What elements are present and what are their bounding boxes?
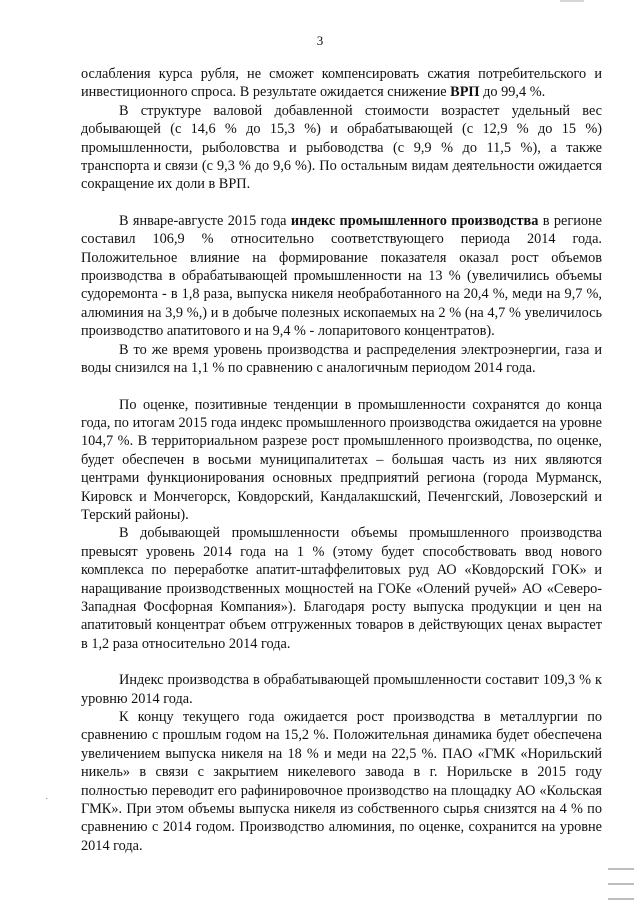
scan-corner-mark — [560, 0, 584, 2]
paragraph-text: Индекс производства в обрабатывающей промышленности составит 109,3 % к уровню 2014 года. — [81, 672, 602, 707]
paragraph-text: до 99,4 %. — [479, 84, 546, 101]
paragraph — [81, 102, 602, 194]
document-body — [81, 65, 602, 855]
paragraph-text: ослабления курса рубля, не сможет компенсировать сжатия потребительского и инвестиционного спроса. В результате ожидается снижение — [81, 66, 602, 101]
paragraph-text: в регионе составил 106,9 % относительно соответствующего периода 2014 года. Положительное влияние на формирование показателя оказал рост объемов производства в обрабатывающей промышленности на 13 % (увеличились объемы судоремонта - в 1,8 раза, выпуска никеля необработанного на 20,4 %, меди на 9,7 %, алюминия на 3,9 %,) и в добыче полезных ископаемых на 2 % (на 4,7 % увеличилось производство апатитового и на 9,4 % - лопаритового концентратов). — [81, 212, 602, 340]
bold-term: индекс промышленного производства — [290, 212, 539, 229]
bold-term: ВРП — [450, 84, 480, 101]
paragraph — [81, 708, 602, 855]
paragraph-text: В структуре валовой добавленной стоимости возрастет удельный вес добывающей (с 14,6 % до 15,3 %) и обрабатывающей (с 12,9 % до 15 %) промышленности, рыболовства и рыбоводства (с 9,9 % до 11,5 %), а также транспорта и связи (с 9,3 % до 9,6 %). По остальным видам деятельности ожидается сокращение их доли в ВРП. — [81, 102, 602, 193]
paragraph — [81, 341, 602, 378]
paragraph — [81, 65, 602, 102]
edge-mark — [608, 898, 634, 900]
paragraph-text: В добывающей промышленности объемы промышленного производства превысят уровень 2014 года на 1 % (этому будет способствовать ввод нового комплекса по переработке апатит-штаффелитовых руд АО «Ковдорский ГОК» и наращивание производственных мощностей на ГОКе «Олений ручей» АО «Северо-Западная Фосфорная Компания»). Благодаря росту выпуска продукции и цен на апатитовый концентрат объем отгруженных товаров в действующих ценах вырастет в 1,2 раза относительно 2014 года. — [81, 525, 602, 652]
paragraph — [81, 524, 602, 653]
margin-mark: · — [45, 794, 49, 805]
edge-mark — [608, 883, 634, 885]
paragraph — [81, 671, 602, 708]
paragraph-text: В январе-августе 2015 года — [119, 212, 291, 229]
page-number: 3 — [316, 33, 324, 48]
paragraph-text: К концу текущего года ожидается рост производства в металлургии по сравнению с прошлым годом на 15,2 %. Положительная динамика будет обеспечена увеличением выпуска никеля на 18 % и меди на 22,5 %. ПАО «ГМК «Норильский никель» в связи с закрытием никелевого завода в г. Норильске в 2015 году полностью переводит его рафинировочное производство на площадку АО «Кольская ГМК». При этом объемы выпуска никеля из собственного сырья снизятся на 4 % по сравнению с 2014 годом. Производство алюминия, по оценке, сохранится на уровне 2014 года. — [81, 709, 602, 854]
edge-mark — [608, 868, 634, 870]
paragraph-text: По оценке, позитивные тенденции в промышленности сохранятся до конца года, по итогам 2015 года индекс промышленного производства ожидается на уровне 104,7 %. В территориальном разрезе рост промышленного производства, по оценке, будет обеспечен в восьми муниципалитетах – большая часть из них являются центрами функционирования основных предприятий региона (города Мурманск, Кировск и Мончегорск, Ковдорский, Кандалакшский, Печенгский, Ловозерский и Терский районы). — [81, 396, 602, 523]
paragraph — [81, 396, 602, 525]
paragraph — [81, 212, 602, 341]
paragraph-text: В то же время уровень производства и распределения электроэнергии, газа и воды снизился на 1,1 % по сравнению с аналогичным периодом 2014 года. — [81, 341, 602, 377]
